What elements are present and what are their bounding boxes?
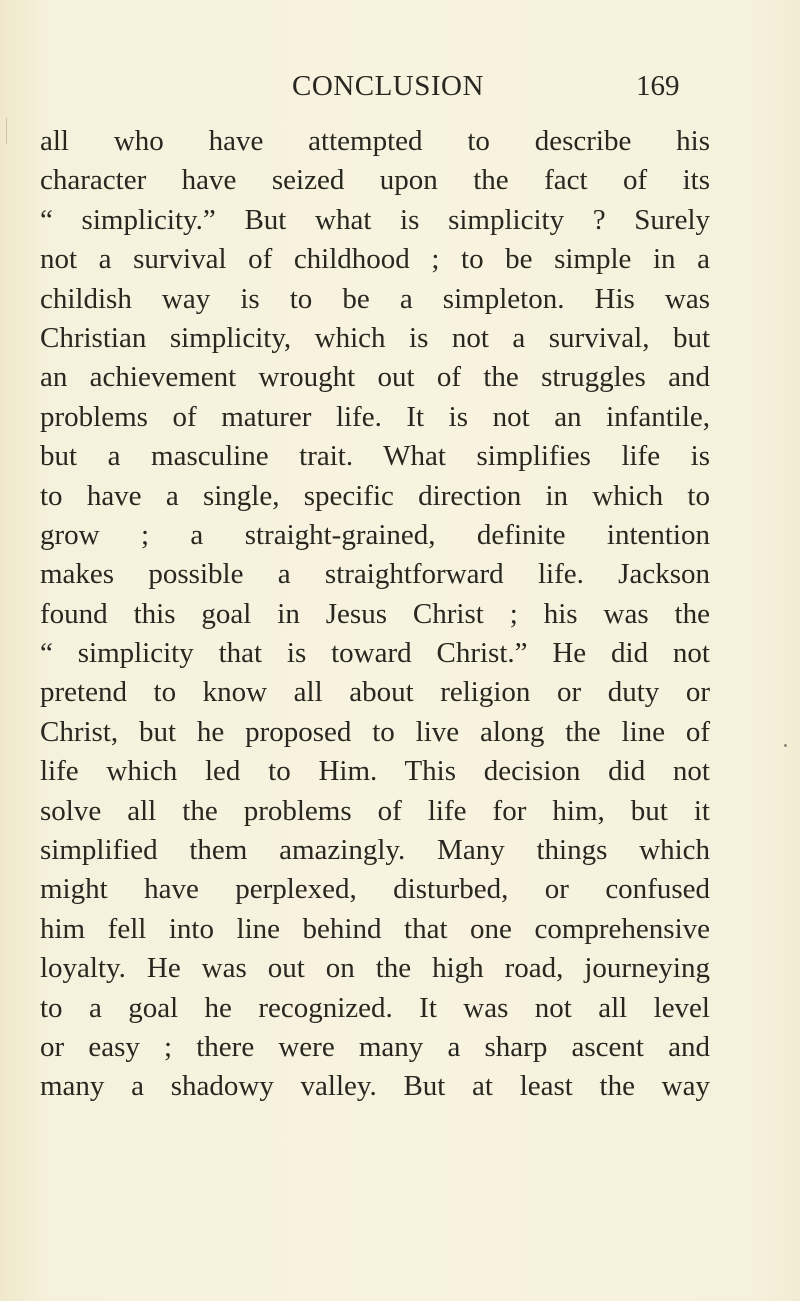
text-line: “ simplicity.” But what is simplicity ? Surely (40, 203, 710, 236)
page-edge-mark (6, 118, 7, 144)
text-line: problems of maturer life. It is not an infantile, (40, 400, 710, 433)
body-text (40, 122, 710, 1107)
text-line: character have seized upon the fact of its (40, 164, 710, 197)
text-line: might have perplexed, disturbed, or confused (40, 873, 710, 906)
text-line: or easy ; there were many a sharp ascent and (40, 1030, 710, 1063)
text-line: many a shadowy valley. But at least the way (40, 1070, 710, 1103)
page-number: 169 (636, 70, 680, 102)
text-line: childish way is to be a simpleton. His was (40, 282, 710, 315)
text-line: found this goal in Jesus Christ ; his was the (40, 597, 710, 630)
text-line: Christ, but he proposed to live along the line of (40, 715, 710, 748)
text-line: to a goal he recognized. It was not all level (40, 991, 710, 1024)
text-line: life which led to Him. This decision did not (40, 755, 710, 788)
text-line: simplified them amazingly. Many things which (40, 834, 710, 867)
text-line: pretend to know all about religion or duty or (40, 676, 710, 709)
text-line: an achievement wrought out of the struggles and (40, 361, 710, 394)
text-line: solve all the problems of life for him, but it (40, 794, 710, 827)
running-header (0, 66, 800, 106)
running-title: CONCLUSION (292, 70, 484, 102)
text-line: not a survival of childhood ; to be simple in a (40, 243, 710, 276)
text-line: loyalty. He was out on the high road, journeying (40, 952, 710, 985)
text-line: grow ; a straight-grained, definite intention (40, 518, 710, 551)
text-line: “ simplicity that is toward Christ.” He did not (40, 637, 710, 670)
text-line: Christian simplicity, which is not a survival, but (40, 321, 710, 354)
text-line: makes possible a straightforward life. Jackson (40, 558, 710, 591)
text-line: to have a single, specific direction in which to (40, 479, 710, 512)
text-line: all who have attempted to describe his (40, 125, 710, 157)
text-line: him fell into line behind that one comprehensive (40, 912, 710, 945)
text-line: but a masculine trait. What simplifies life is (40, 440, 710, 473)
margin-speck (784, 744, 787, 747)
